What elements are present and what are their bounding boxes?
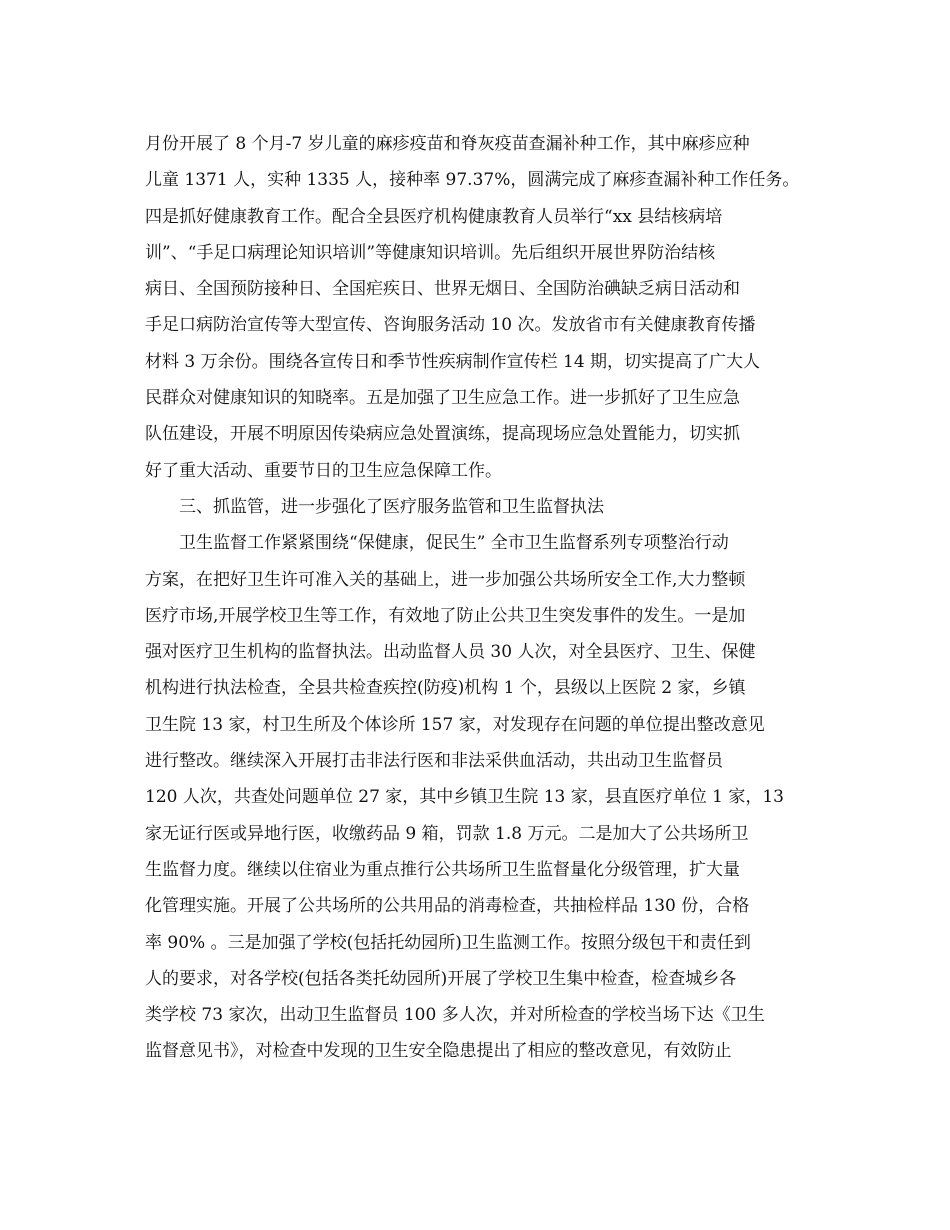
text-line: 生监督力度。继续以住宿业为重点推行公共场所卫生监督量化分级管理，扩大量 [145, 859, 740, 880]
body-text [145, 126, 815, 1070]
text-line: 家无证行医或异地行医，收缴药品 9 箱，罚款 1.8 万元。二是加大了公共场所卫 [145, 823, 749, 844]
text-line: 材料 3 万余份。围绕各宣传日和季节性疾病制作宣传栏 14 期，切实提高了广大人 [145, 351, 761, 372]
text-line: 好了重大活动、重要节日的卫生应急保障工作。 [145, 460, 502, 481]
text-line: 率 90% 。三是加强了学校(包括托幼园所)卫生监测工作。按照分级包干和责任到 [145, 932, 751, 953]
text-line: 机构进行执法检查，全县共检查疾控(防疫)机构 1 个，县级以上医院 2 家，乡镇 [145, 678, 746, 699]
text-line: 监督意见书》，对检查中发现的卫生安全隐患提出了相应的整改意见，有效防止 [145, 1041, 732, 1062]
text-line: 四是抓好健康教育工作。配合全县医疗机构健康教育人员举行“xx 县结核病培 [145, 206, 723, 227]
text-line: 类学校 73 家次，出动卫生监督员 100 多人次，并对所检查的学校当场下达《卫生 [145, 1005, 765, 1026]
text-line: 训”、“手足口病理论知识培训”等健康知识培训。先后组织开展世界防治结核 [145, 242, 716, 263]
text-line: 进行整改。继续深入开展打击非法行医和非法采供血活动，共出动卫生监督员 [145, 751, 723, 772]
text-line: 队伍建设，开展不明原因传染病应急处置演练，提高现场应急处置能力，切实抓 [145, 424, 740, 445]
section-heading: 三、抓监管，进一步强化了医疗服务监管和卫生监督执法 [179, 496, 604, 517]
text-line: 月份开展了 8 个月-7 岁儿童的麻疹疫苗和脊灰疫苗查漏补种工作，其中麻疹应种 [145, 134, 750, 154]
text-line: 强对医疗卫生机构的监督执法。出动监督人员 30 人次，对全县医疗、卫生、保健 [145, 642, 756, 663]
text-line: 手足口病防治宣传等大型宣传、咨询服务活动 10 次。发放省市有关健康教育传播 [145, 315, 756, 336]
text-line: 卫生监督工作紧紧围绕“保健康，促民生” 全市卫生监督系列专项整治行动 [179, 533, 729, 554]
text-line: 卫生院 13 家，村卫生所及个体诊所 157 家，对发现存在问题的单位提出整改意见 [145, 714, 765, 735]
text-line: 儿童 1371 人，实种 1335 人，接种率 97.37%，圆满完成了麻疹查漏补种工作任务。 [145, 170, 800, 191]
text-line: 方案，在把好卫生许可准入关的基础上，进一步加强公共场所安全工作,大力整顿 [145, 569, 746, 590]
text-line: 化管理实施。开展了公共场所的公共用品的消毒检查，共抽检样品 130 份，合格 [145, 896, 750, 917]
text-line: 病日、全国预防接种日、全国疟疾日、世界无烟日、全国防治碘缺乏病日活动和 [145, 279, 740, 300]
text-line: 民群众对健康知识的知晓率。五是加强了卫生应急工作。进一步抓好了卫生应急 [145, 388, 740, 409]
text-line: 120 人次，共查处问题单位 27 家，其中乡镇卫生院 13 家，县直医疗单位 1 家，13 [145, 787, 784, 808]
text-line: 人的要求，对各学校(包括各类托幼园所)开展了学校卫生集中检查，检查城乡各 [145, 968, 737, 989]
text-line: 医疗市场,开展学校卫生等工作，有效地了防止公共卫生突发事件的发生。一是加 [145, 605, 746, 626]
